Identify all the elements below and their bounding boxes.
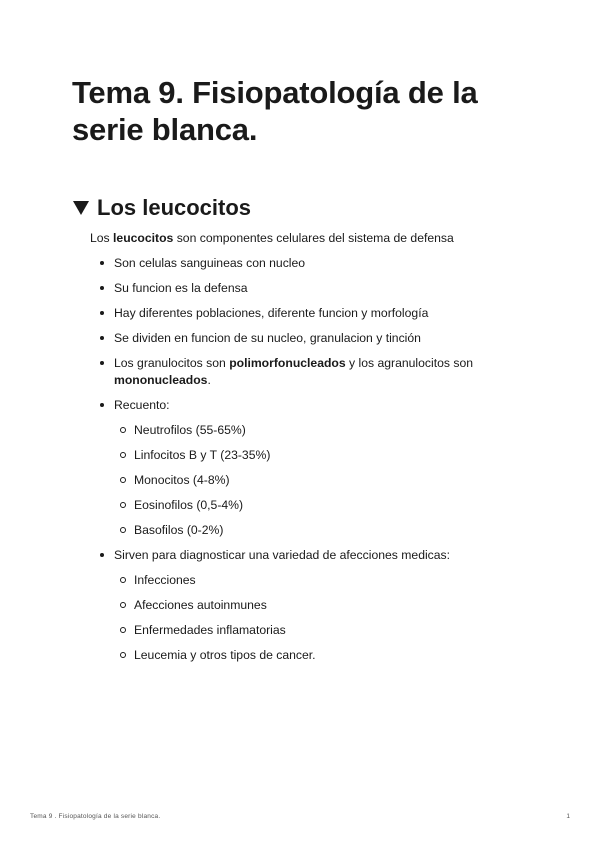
footer-page-number: 1 xyxy=(566,813,570,820)
circle-bullet-icon xyxy=(120,427,126,433)
sublist-item-text: Leucemia y otros tipos de cancer. xyxy=(134,648,316,662)
sublist-item xyxy=(114,647,542,664)
list-item-text: Su funcion es la defensa xyxy=(114,281,248,295)
sublist-item xyxy=(114,497,542,514)
granulocitos-part3: . xyxy=(207,373,211,387)
granulocitos-part2: y los agranulocitos son xyxy=(345,356,474,370)
granulocitos-bold2: mononucleados xyxy=(114,373,208,387)
list-item xyxy=(90,280,542,297)
sublist-item xyxy=(114,622,542,639)
intro-after: son componentes celulares del sistema de defensa xyxy=(173,231,454,245)
diagnostico-label: Sirven para diagnosticar una variedad de afecciones medicas: xyxy=(114,548,451,562)
circle-bullet-icon xyxy=(120,652,126,658)
list-item-text: Hay diferentes poblaciones, diferente funcion y morfología xyxy=(114,306,429,320)
granulocitos-bold1: polimorfonucleados xyxy=(229,356,346,370)
bullet-icon xyxy=(100,261,104,265)
circle-bullet-icon xyxy=(120,477,126,483)
section-body xyxy=(90,230,542,664)
recuento-sublist xyxy=(114,422,542,539)
list-item-text: Son celulas sanguineas con nucleo xyxy=(114,256,306,270)
sublist-item xyxy=(114,422,542,439)
section-heading-text: Los leucocitos xyxy=(97,195,252,220)
list-item xyxy=(90,305,542,322)
sublist-item xyxy=(114,572,542,589)
list-item-granulocitos xyxy=(90,355,542,389)
sublist-item-text: Eosinofilos (0,5-4%) xyxy=(134,498,244,512)
section-heading[interactable] xyxy=(72,194,542,222)
recuento-label: Recuento: xyxy=(114,398,170,412)
intro-paragraph xyxy=(90,230,542,247)
sublist-item-text: Basofilos (0-2%) xyxy=(134,523,224,537)
sublist-item-text: Neutrofilos (55-65%) xyxy=(134,423,246,437)
list-item-recuento xyxy=(90,397,542,539)
diagnostico-sublist xyxy=(114,572,542,664)
sublist-item xyxy=(114,522,542,539)
sublist-item-text: Infecciones xyxy=(134,573,196,587)
bullet-icon xyxy=(100,336,104,340)
bullet-icon xyxy=(100,311,104,315)
sublist-item-text: Linfocitos B y T (23-35%) xyxy=(134,448,271,462)
page-title: Tema 9. Fisiopatología de la serie blanca. xyxy=(72,75,478,147)
intro-before: Los xyxy=(90,231,114,245)
bullet-icon xyxy=(100,361,104,365)
list-item-text: Se dividen en funcion de su nucleo, granulacion y tinción xyxy=(114,331,421,345)
bullet-icon xyxy=(100,286,104,290)
sublist-item-text: Enfermedades inflamatorias xyxy=(134,623,286,637)
circle-bullet-icon xyxy=(120,452,126,458)
sublist-item xyxy=(114,472,542,489)
circle-bullet-icon xyxy=(120,602,126,608)
circle-bullet-icon xyxy=(120,502,126,508)
sublist-item-text: Monocitos (4-8%) xyxy=(134,473,230,487)
granulocitos-part1: Los granulocitos son xyxy=(114,356,230,370)
sublist-item xyxy=(114,447,542,464)
circle-bullet-icon xyxy=(120,527,126,533)
bullet-list xyxy=(90,255,542,664)
sublist-item-text: Afecciones autoinmunes xyxy=(134,598,267,612)
list-item-diagnostico xyxy=(90,547,542,664)
circle-bullet-icon xyxy=(120,627,126,633)
bullet-icon xyxy=(100,553,104,557)
sublist-item xyxy=(114,597,542,614)
list-item xyxy=(90,330,542,347)
list-item xyxy=(90,255,542,272)
intro-bold: leucocitos xyxy=(113,231,174,245)
bullet-icon xyxy=(100,403,104,407)
circle-bullet-icon xyxy=(120,577,126,583)
triangle-down-icon[interactable] xyxy=(73,201,89,215)
footer-title: Tema 9 . Fisiopatología de la serie blanca. xyxy=(30,813,161,820)
section-leucocitos xyxy=(72,194,542,672)
